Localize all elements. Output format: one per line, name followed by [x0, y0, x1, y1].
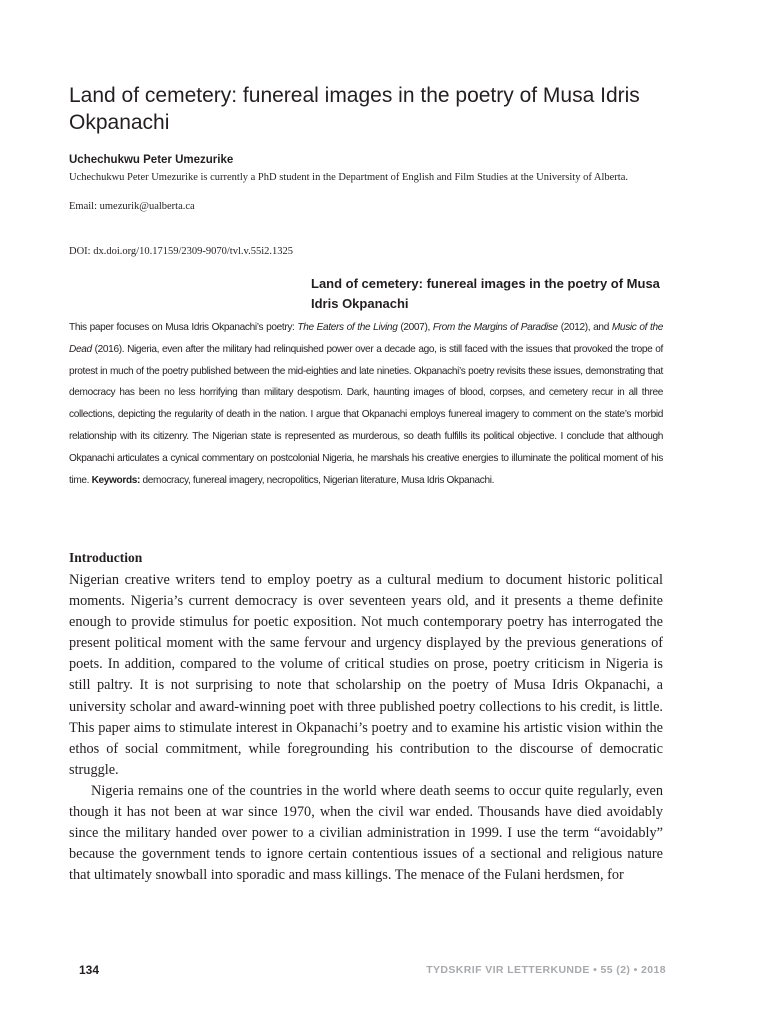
page-number: 134	[79, 963, 100, 977]
section-heading-introduction: Introduction	[69, 550, 143, 565]
author-bio: Uchechukwu Peter Umezurike is currently a PhD student in the Department of English and Film Studies at the University of Alberta.	[69, 172, 629, 183]
keywords-list: democracy, funereal imagery, necropolitics, Nigerian literature, Musa Idris Okpanachi.	[140, 474, 495, 486]
author-name: Uchechukwu Peter Umezurike	[69, 154, 234, 166]
abstract-heading: Land of cemetery: funereal images in the poetry of Musa Idris Okpanachi	[311, 276, 660, 311]
book-title: From the Margins of Paradise	[432, 322, 558, 333]
body-paragraph: Nigeria remains one of the countries in the world where death seems to occur quite regularly, even though it has not been at war since 1970, when the civil war ended. Thousands have died avoidably since the military handed over power to a civilian administration in 1999. I use the term “avoidably” because the government tends to ignore certain contentious issues of a sectional and religious nature that ultimately snowball into sporadic and mass killings. The menace of the Fulani herdsmen, for	[69, 782, 663, 884]
body-paragraph: Nigerian creative writers tend to employ poetry as a cultural medium to document historic political moments. Nigeria’s current democracy is over seventeen years old, and it presents a theme definite enough to provide stimulus for poetic exposition. Not much contemporary poetry has interrogated the present political moment with the same fervour and urgency displayed by the previous generations of poets. In addition, compared to the volume of critical studies on prose, poetry criticism in Nigeria is still paltry. It is not surprising to note that scholarship on the poetry of Musa Idris Okpanachi, a university scholar and award-winning poet with three published poetry collections to his credit, is little. This paper aims to stimulate interest in Okpanachi’s poetry and to examine his artistic vision within the ethos of social commitment, while foregrounding his contribution to the discourse of democratic struggle.	[69, 572, 663, 778]
book-title: Music of the Dead	[69, 322, 664, 355]
body-text	[69, 570, 663, 886]
abstract-text	[69, 317, 663, 491]
keywords-label: Keywords:	[91, 474, 141, 486]
abstract-text-part: (2012), and	[557, 322, 612, 333]
doi-link[interactable]: DOI: dx.doi.org/10.17159/2309-9070/tvl.v.55i2.1325	[69, 246, 293, 257]
abstract-text-part: This paper focuses on Musa Idris Okpanachi’s poetry:	[69, 322, 298, 333]
abstract-text-part: (2016). Nigeria, even after the military had relinquished power over a decade ago, is still faced with the issues that provoked the trope of protest in much of the poetry published between the mid-eighties and late nineties. Okpanachi’s poetry revisits these issues, demonstrating that democracy has been no less horrifying than military despotism. Dark, haunting images of blood, corpses, and cemetery recur in all three collections, depicting the regularity of death in the nation. I argue that Okpanachi employs funereal imagery to comment on the state’s morbid relationship with its citizenry. The Nigerian state is represented as murderous, so death fulfills its political objective. I conclude that although Okpanachi articulates a cynical commentary on postcolonial Nigeria, he marshals his creative energies to illuminate the political moment of his time.	[69, 343, 663, 486]
journal-footer: TYDSKRIF VIR LETTERKUNDE • 55 (2) • 2018	[426, 964, 666, 976]
article-title: Land of cemetery: funereal images in the poetry of Musa Idris Okpanachi	[69, 84, 640, 134]
author-email[interactable]: Email: umezurik@ualberta.ca	[69, 201, 195, 212]
book-title: The Eaters of the Living	[297, 322, 398, 333]
abstract-text-part: (2007),	[397, 322, 433, 333]
